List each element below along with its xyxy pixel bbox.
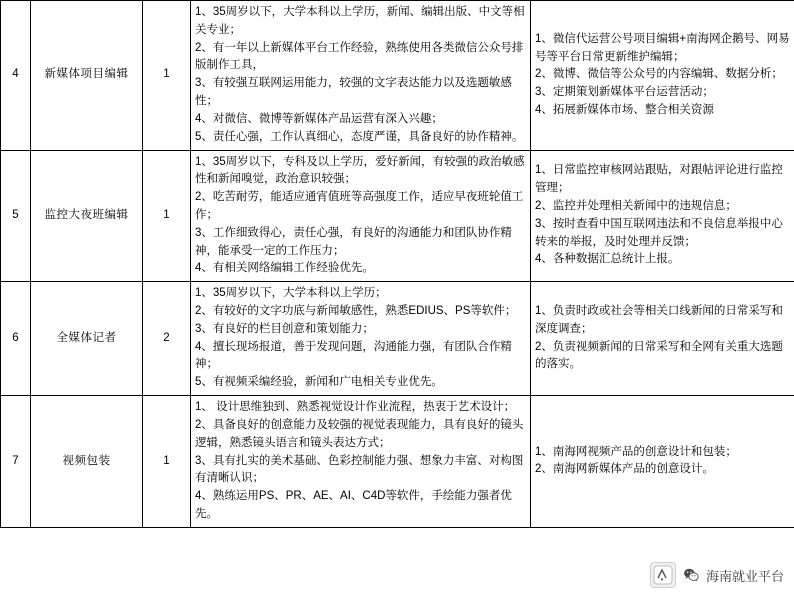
requirement-line: 1、 设计思维独到、熟悉视觉设计作业流程，热衷于艺术设计； [195,401,516,414]
row-requirements [191,1,531,151]
requirement-line: 2、具备良好的创意能力及较强的视觉表现能力，具有良好的镜头逻辑，熟悉镜头语言和镜头表达方式； [195,418,524,449]
requirement-line: 4、有相关网络编辑工作经验优先。 [195,262,374,275]
requirement-line: 5、有视频采编经验，新闻和广电相关专业优先。 [195,376,443,389]
row-post-title: 视频包装 [31,396,143,528]
requirement-line: 1、35周岁以下，专科及以上学历，爱好新闻，有较强的政治敏感性和新闻嗅觉，政治意识较强； [195,155,525,186]
row-requirements [191,396,531,528]
duty-line: 4、各种数据汇总统计上报。 [535,253,680,266]
row-headcount: 1 [143,150,191,282]
row-headcount: 1 [143,1,191,151]
requirement-line: 3、工作细致得心，责任心强，有良好的沟通能力和团队协作精神，能承受一定的工作压力； [195,226,512,257]
row-duties [531,396,794,528]
row-headcount: 2 [143,282,191,396]
row-headcount: 1 [143,396,191,528]
row-post-title: 全媒体记者 [31,282,143,396]
table-body [1,1,794,528]
duty-line: 2、微博、微信等公众号的内容编辑、数据分析； [535,68,783,81]
wechat-icon [683,567,699,583]
table-row [1,1,794,151]
requirement-line: 4、对微信、微博等新媒体产品运营有深入兴趣； [195,112,443,125]
row-number: 6 [1,282,31,396]
row-number: 4 [1,1,31,151]
requirement-line: 3、具有扎实的美术基础、色彩控制能力强、想象力丰富、对构图有清晰认识； [195,454,524,485]
row-post-title: 新媒体项目编辑 [31,1,143,151]
row-duties [531,1,794,151]
duty-line: 1、日常监控审核网站跟贴，对跟帖评论进行监控管理； [535,164,783,195]
wechat-account-watermark [650,562,784,588]
requirement-line: 1、35周岁以下，大学本科以上学历； [195,287,387,300]
row-requirements [191,282,531,396]
duty-line: 1、微信代运营公号项目编辑+南海网企鹅号、网易号等平台日常更新维护编辑； [535,32,790,63]
requirement-line: 2、吃苦耐劳，能适应通宵值班等高强度工作，适应早夜班轮值工作； [195,191,524,221]
account-name: 海南就业平台 [705,568,784,584]
duty-line: 3、定期策划新媒体平台运营活动； [535,86,714,99]
row-number: 5 [1,150,31,282]
duty-line: 2、负责视频新闻的日常采写和全网有关重大选题的落实。 [535,340,783,371]
row-number: 7 [1,396,31,528]
requirement-line: 2、有较好的文字功底与新闻敏感性，熟悉EDIUS、PS等软件； [195,305,517,317]
row-post-title: 监控大夜班编辑 [31,150,143,282]
duty-line: 1、负责时政或社会等相关口线新闻的日常采写和深度调查； [535,305,783,335]
table-row [1,396,794,528]
requirement-line: 4、熟练运用PS、PR、AE、AI、C4D等软件，手绘能力强者优先。 [195,490,512,520]
requirement-line: 1、35周岁以下，大学本科以上学历，新闻、编辑出版、中文等相关专业； [195,6,525,36]
duty-line: 4、拓展新媒体市场、整合相关资源 [535,103,714,116]
table-row [1,282,794,396]
row-requirements [191,150,531,282]
requirement-line: 3、有较强互联网运用能力，较强的文字表达能力以及选题敏感性； [195,77,512,108]
requirement-line: 3、有良好的栏目创意和策划能力； [195,322,374,335]
duty-line: 3、按时查看中国互联网违法和不良信息举报中心转来的举报，及时处理并反馈； [535,217,783,248]
requirement-line: 2、有一年以上新媒体平台工作经验，熟练使用各类微信公众号排版制作工具， [195,41,524,72]
duty-line: 2、南海网新媒体产品的创意设计。 [535,463,714,476]
duty-line: 1、南海网视频产品的创意设计和包装； [535,445,737,458]
requirement-line: 5、责任心强，工作认真细心，态度严谨，具备良好的协作精神。 [195,130,524,143]
duty-line: 2、监控并处理相关新闻中的违规信息； [535,200,737,213]
row-duties [531,150,794,282]
table-row [1,150,794,282]
account-logo-icon [650,562,676,588]
requirement-line: 4、擅长现场报道，善于发现问题，沟通能力强，有团队合作精神； [195,340,512,371]
row-duties [531,282,794,396]
